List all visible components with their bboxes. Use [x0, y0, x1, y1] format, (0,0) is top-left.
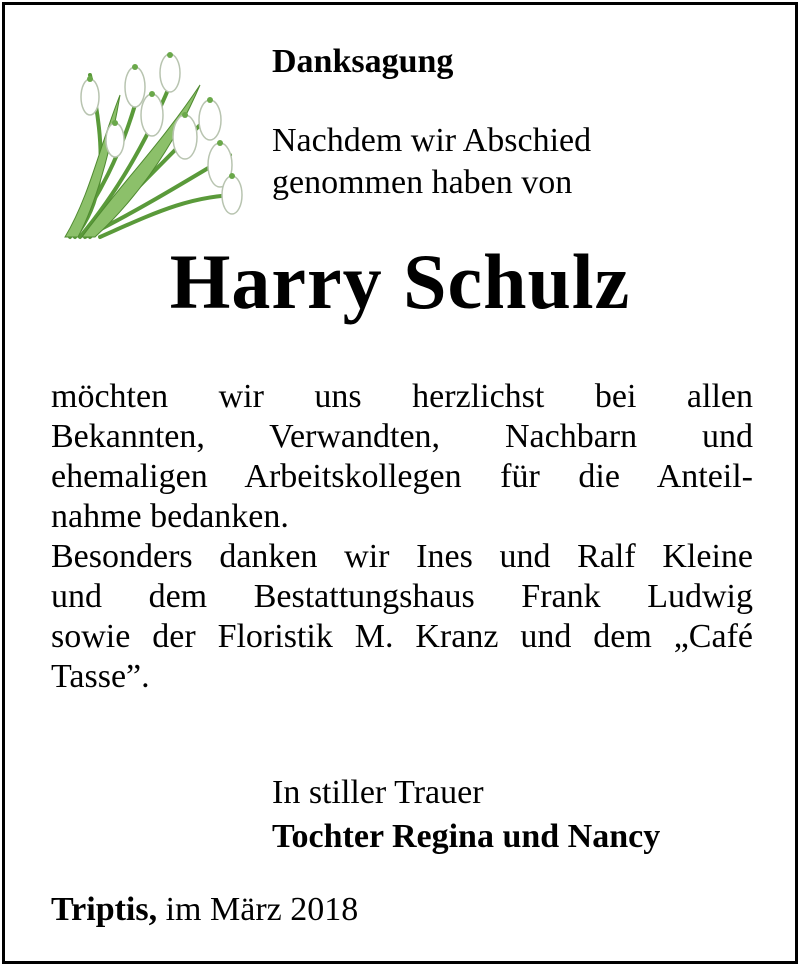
body-line: Besonders danken wir Ines und Ralf Kleine — [51, 538, 753, 575]
date: im März 2018 — [165, 891, 359, 928]
snowdrop-flowers-icon — [60, 45, 250, 240]
intro-line: Nachdem wir Abschied — [272, 122, 592, 159]
intro-line: genommen haben von — [272, 164, 573, 201]
body-line: Bekannten, Verwandten, Nachbarn und — [51, 418, 753, 455]
place: Triptis, — [51, 891, 158, 928]
body-line: ehemaligen Arbeitskollegen für die Anteil- — [51, 458, 753, 495]
body-line: möchten wir uns herzlichst bei allen — [51, 378, 753, 415]
obituary-notice — [2, 2, 798, 964]
notice-heading: Danksagung — [272, 43, 454, 80]
place-date — [51, 891, 358, 929]
body-line: und dem Bestattungshaus Frank Ludwig — [51, 578, 753, 615]
signature-names: Tochter Regina und Nancy — [272, 818, 661, 855]
signature-line: In stiller Trauer — [272, 774, 484, 811]
body-line: sowie der Floristik M. Kranz und dem „Café — [51, 618, 753, 655]
body-line: Tasse”. — [51, 658, 150, 695]
body-line: nahme bedanken. — [51, 498, 289, 535]
deceased-name: Harry Schulz — [169, 238, 631, 325]
intro-text — [272, 120, 591, 204]
body-text — [51, 377, 753, 697]
signature-block — [272, 771, 660, 859]
